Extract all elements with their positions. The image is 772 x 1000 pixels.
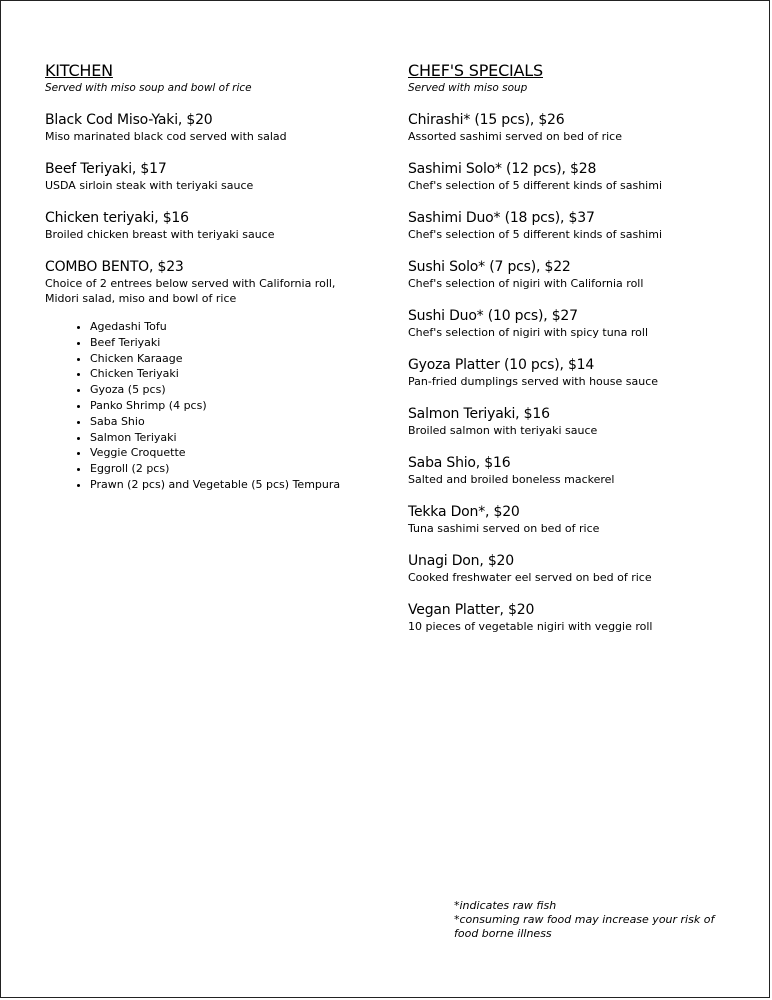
- menu-item-description: Tuna sashimi served on bed of rice: [408, 522, 600, 535]
- kitchen-section: [45, 61, 375, 509]
- menu-item: [408, 503, 748, 536]
- footnote-line: *consuming raw food may increase your risk of: [454, 913, 715, 926]
- menu-item: [45, 111, 375, 144]
- menu-item-name: Chicken teriyaki, $16: [45, 210, 189, 226]
- menu-item-description: USDA sirloin steak with teriyaki sauce: [45, 179, 254, 192]
- menu-item: [408, 356, 748, 389]
- combo-options-list: [45, 319, 375, 493]
- menu-item: [408, 258, 748, 291]
- combo-option: • Agedashi Tofu: [90, 319, 375, 335]
- menu-item: [408, 111, 748, 144]
- menu-item-name: Sashimi Duo* (18 pcs), $37: [408, 210, 595, 226]
- menu-item: [408, 454, 748, 487]
- combo-option: • Salmon Teriyaki: [90, 430, 375, 446]
- combo-option: • Chicken Teriyaki: [90, 366, 375, 382]
- menu-item-name: Unagi Don, $20: [408, 553, 514, 569]
- footnote-line: food borne illness: [454, 927, 552, 940]
- menu-item-name: Salmon Teriyaki, $16: [408, 406, 550, 422]
- combo-option: • Chicken Karaage: [90, 351, 375, 367]
- menu-item-description: Pan-fried dumplings served with house sauce: [408, 375, 659, 388]
- menu-item: [45, 209, 375, 242]
- combo-bento-description: [45, 276, 375, 306]
- menu-item-name: Chirashi* (15 pcs), $26: [408, 112, 565, 128]
- kitchen-title: KITCHEN: [45, 61, 113, 80]
- kitchen-subtitle: Served with miso soup and bowl of rice: [45, 82, 252, 94]
- menu-item: [408, 160, 748, 193]
- menu-item-description: Broiled chicken breast with teriyaki sauce: [45, 228, 275, 241]
- combo-bento: [45, 258, 375, 493]
- menu-item-description: Chef's selection of 5 different kinds of sashimi: [408, 228, 662, 241]
- menu-item: [408, 552, 748, 585]
- menu-item: [408, 405, 748, 438]
- menu-item-description: Broiled salmon with teriyaki sauce: [408, 424, 598, 437]
- menu-item: [408, 307, 748, 340]
- specials-title: CHEF'S SPECIALS: [408, 61, 543, 80]
- menu-item-name: Gyoza Platter (10 pcs), $14: [408, 357, 595, 373]
- menu-item-description: Assorted sashimi served on bed of rice: [408, 130, 622, 143]
- menu-item-name: Tekka Don*, $20: [408, 504, 520, 520]
- menu-item-name: Beef Teriyaki, $17: [45, 161, 167, 177]
- menu-item-name: Black Cod Miso-Yaki, $20: [45, 112, 213, 128]
- menu-item-description: Cooked freshwater eel served on bed of rice: [408, 571, 652, 584]
- menu-item-name: Vegan Platter, $20: [408, 602, 535, 618]
- menu-item-description: Miso marinated black cod served with salad: [45, 130, 287, 143]
- menu-item: [408, 601, 748, 634]
- combo-option: • Saba Shio: [90, 414, 375, 430]
- menu-item-description: Chef's selection of nigiri with spicy tuna roll: [408, 326, 648, 339]
- menu-item-description: Chef's selection of nigiri with California roll: [408, 277, 644, 290]
- combo-bento-description-line: Midori salad, miso and bowl of rice: [45, 292, 237, 305]
- menu-item: [45, 160, 375, 193]
- footnote-line: *indicates raw fish: [454, 899, 557, 912]
- menu-item-name: Sushi Solo* (7 pcs), $22: [408, 259, 571, 275]
- specials-section: [408, 61, 748, 650]
- combo-bento-name: COMBO BENTO, $23: [45, 259, 184, 275]
- combo-bento-description-line: Choice of 2 entrees below served with California roll,: [45, 277, 336, 290]
- menu-item-name: Sashimi Solo* (12 pcs), $28: [408, 161, 597, 177]
- combo-option: • Panko Shrimp (4 pcs): [90, 398, 375, 414]
- menu-item: [408, 209, 748, 242]
- menu-item-name: Saba Shio, $16: [408, 455, 511, 471]
- combo-option: • Veggie Croquette: [90, 445, 375, 461]
- combo-option: • Gyoza (5 pcs): [90, 382, 375, 398]
- raw-fish-footnote: [454, 899, 734, 941]
- combo-option: • Prawn (2 pcs) and Vegetable (5 pcs) Tempura: [90, 477, 375, 493]
- menu-item-name: Sushi Duo* (10 pcs), $27: [408, 308, 578, 324]
- menu-item-description: 10 pieces of vegetable nigiri with veggie roll: [408, 620, 653, 633]
- menu-item-description: Chef's selection of 5 different kinds of sashimi: [408, 179, 662, 192]
- combo-option: • Eggroll (2 pcs): [90, 461, 375, 477]
- menu-item-description: Salted and broiled boneless mackerel: [408, 473, 615, 486]
- combo-option: • Beef Teriyaki: [90, 335, 375, 351]
- specials-subtitle: Served with miso soup: [408, 82, 528, 94]
